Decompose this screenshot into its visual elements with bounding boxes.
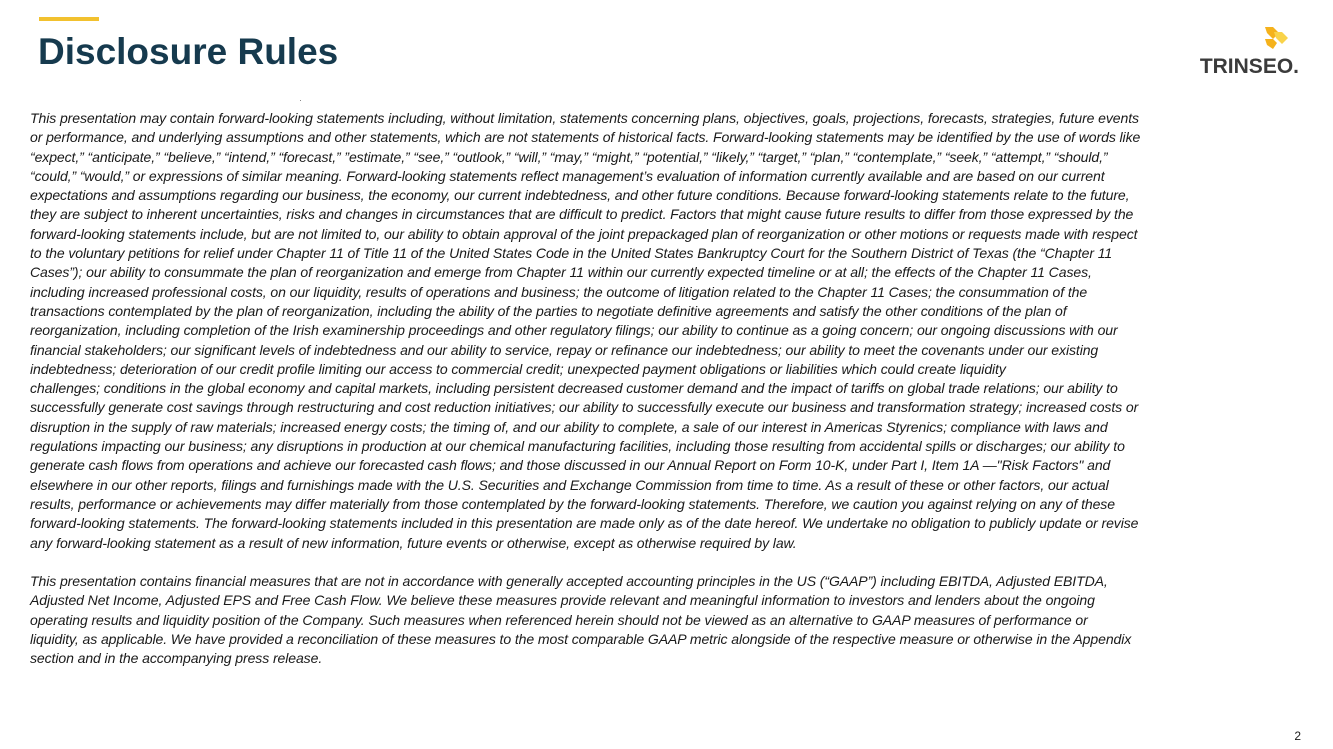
title-accent-bar <box>39 17 99 21</box>
page-number: 2 <box>1294 729 1301 743</box>
trinseo-chevron-mark-icon <box>1263 26 1289 50</box>
logo-wordmark: TRINSEO. <box>1199 55 1299 78</box>
trinseo-logo <box>1189 26 1299 80</box>
page-title: Disclosure Rules <box>38 31 339 72</box>
non-gaap-measures-paragraph: This presentation contains financial measures that are not in accordance with generally accepted accounting principles in the US (“GAAP”) including EBITDA, Adjusted EBITDA, Adjusted Net Income, Adjusted EPS and Free Cash Flow. We believe these measures provide relevant and meaningful information to investors and lenders about the ongoing operating results and liquidity position of the Company. Such measures when referenced herein should not be viewed as an alternative to GAAP measures of performance or liquidity, as applicable. We have provided a reconciliation of these measures to the most comparable GAAP metric alongside of the respective measure or otherwise in the Appendix section and in the accompanying press release. <box>30 573 1132 667</box>
decorative-dot <box>300 100 301 101</box>
disclosure-body <box>30 109 1315 669</box>
forward-looking-statements-paragraph: This presentation may contain forward-looking statements including, without limitation, statements concerning plans, objectives, goals, projections, forecasts, strategies, future events or performance, and underlying assumptions and other statements, which are not statements of historical facts. Forward-looking statements may be identified by the use of words like “expect,” “anticipate,” “believe,” “intend,” “forecast,” ”estimate,” “see,” “outlook,” “will,” “may,” “might,” “potential,” “likely,” “target,” “plan,” “contemplate,” “seek,” “attempt,” “should,” “could,” “would,” or expressions of similar meaning. Forward-looking statements reflect management’s evaluation of information currently available and are based on our current expectations and assumptions regarding our business, the economy, our current indebtedness, and other future conditions. Because forward-looking statements relate to the future, they are subject to inherent uncertainties, risks and changes in circumstances that are difficult to predict. Factors that might cause future results to differ from those expressed by the forward-looking statements include, but are not limited to, our ability to obtain approval of the joint prepackaged plan of reorganization or other motions or requests made with respect to the voluntary petitions for relief under Chapter 11 of Title 11 of the United States Code in the United States Bankruptcy Court for the Southern District of Texas (the “Chapter 11 Cases”); our ability to consummate the plan of reorganization and emerge from Chapter 11 within our currently expected timeline or at all; the effects of the Chapter 11 Cases, including increased professional costs, on our liquidity, results of operations and business; the outcome of litigation related to the Chapter 11 Cases; the consummation of the transactions contemplated by the plan of reorganization, including the ability of the parties to negotiate definitive agreements and satisfy the other conditions of the plan of reorganization, including completion of the Irish examinership proceedings and other regulatory filings; our ability to continue as a going concern; our ongoing discussions with our financial stakeholders; our significant levels of indebtedness and our ability to service, repay or refinance our indebtedness; our ability to meet the covenants under our existing indebtedness; deterioration of our credit profile limiting our access to commercial credit; unexpected payment obligations or liabilities which could create liquidity challenges; conditions in the global economy and capital markets, including persistent decreased customer demand and the impact of tariffs on global trade relations; our ability to successfully generate cost savings through restructuring and cost reduction initiatives; our ability to successfully execute our business and transformation strategy; increased costs or disruption in the supply of raw materials; increased energy costs; the timing of, and our ability to complete, a sale of our interest in Americas Styrenics; compliance with laws and regulations impacting our business; any disruptions in production at our chemical manufacturing facilities, including those resulting from accidental spills or discharges; our ability to generate cash flows from operations and achieve our forecasted cash flows; and those discussed in our Annual Report on Form 10-K, under Part I, Item 1A —"Risk Factors" and elsewhere in our other reports, filings and furnishings made with the U.S. Securities and Exchange Commission from time to time. As a result of these or other factors, our actual results, performance or achievements may differ materially from those contemplated by the forward-looking statements. Therefore, we caution you against relying on any of these forward-looking statements. The forward-looking statements included in this presentation are made only as of the date hereof. We undertake no obligation to publicly update or revise any forward-looking statement as a result of new information, future events or otherwise, except as otherwise required by law. <box>30 110 1141 551</box>
